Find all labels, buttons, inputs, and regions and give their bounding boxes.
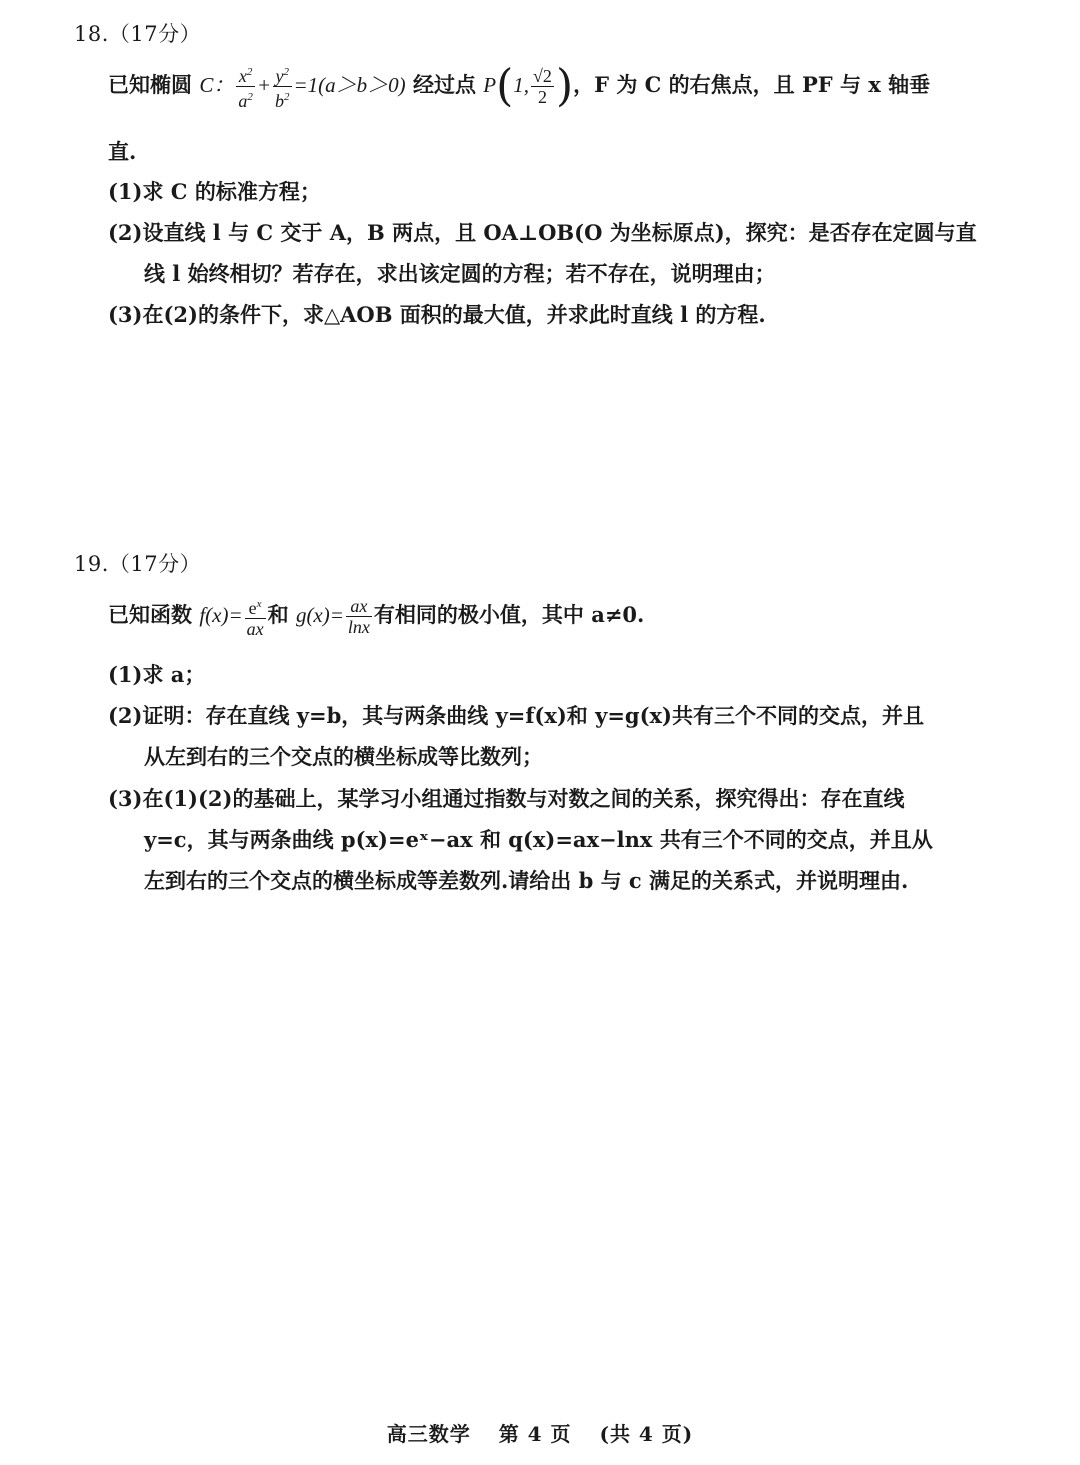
q19-part3-line2: y=c，其与两条曲线 p(x)=eˣ−ax 和 q(x)=ax−lnx 共有三个不同的交点，并且从 bbox=[144, 827, 933, 852]
q19-part2-line2: 从左到右的三个交点的横坐标成等比数列； bbox=[144, 744, 543, 769]
f-definition: f(x)= bbox=[199, 603, 243, 627]
q19-part1: (1)求 a； bbox=[108, 662, 206, 687]
q18-part1: (1)求 C 的标准方程； bbox=[108, 179, 321, 204]
q19-intro-text-b: 有相同的极小值，其中 a≠0. bbox=[373, 602, 645, 627]
q19-and: 和 bbox=[267, 602, 289, 627]
page-footer bbox=[0, 1418, 1080, 1447]
footer-total-pages: (共 4 页) bbox=[599, 1422, 694, 1446]
q18-heading: 18.（17分） bbox=[74, 22, 202, 46]
q18-intro-line: 已知椭圆 C： $\frac{x^2}{a^2}$ + $\frac{y^2}{b^2}$ =1(a＞b＞0) 经过点 P(1, $\frac{√2}{2}$ )，F 为 C 的右焦点，且 PF 与 x 轴垂 bbox=[108, 60, 931, 112]
q19-part3-line1: (3)在(1)(2)的基础上，某学习小组通过指数与对数之间的关系，探究得出：存在直线 bbox=[108, 786, 905, 811]
q19-intro-text: 已知函数 bbox=[108, 602, 192, 627]
q18-part3: (3)在(2)的条件下，求△AOB 面积的最大值，并求此时直线 l 的方程. bbox=[108, 302, 766, 327]
point-p-label: P bbox=[483, 73, 497, 97]
q18-intro-text: 已知椭圆 bbox=[108, 72, 192, 97]
q19-heading: 19.（17分） bbox=[74, 552, 202, 576]
g-definition: g(x)= bbox=[295, 603, 344, 627]
q18-intro-cont: 直. bbox=[108, 139, 137, 164]
q19-intro-line bbox=[108, 594, 644, 639]
fraction-sqrt2-over-2: $\frac{√2}{2}$ bbox=[533, 66, 552, 107]
ellipse-label: C： bbox=[199, 73, 235, 97]
fraction-x2-a2: $\frac{x^2}{a^2}$ bbox=[236, 62, 255, 111]
ellipse-equation-tail: =1(a＞b＞0) bbox=[293, 73, 406, 97]
point-p-x: 1, bbox=[513, 73, 530, 97]
footer-subject: 高三数学 bbox=[386, 1422, 471, 1446]
q19-part3-line3: 左到右的三个交点的横坐标成等差数列.请给出 b 与 c 满足的关系式，并说明理由. bbox=[144, 868, 909, 893]
q18-part2-line1: (2)设直线 l 与 C 交于 A，B 两点，且 OA⊥OB(O 为坐标原点)，探究：是否存在定圆与直 bbox=[108, 220, 977, 245]
q19-part2-line1: (2)证明：存在直线 y=b，其与两条曲线 y=f(x)和 y=g(x)共有三个不同的交点，并且 bbox=[108, 703, 924, 728]
fraction-ax-over-lnx: $\frac{ax}{\ln x}$ bbox=[347, 596, 370, 637]
fraction-ex-over-ax: $\frac{e^x}{ax}$ bbox=[245, 594, 266, 639]
fraction-y2-b2: $\frac{y^2}{b^2}$ bbox=[273, 62, 292, 111]
footer-page-number: 第 4 页 bbox=[498, 1422, 572, 1446]
q18-intro-text-c: ，F 为 C 的右焦点，且 PF 与 x 轴垂 bbox=[573, 72, 931, 97]
q18-intro-text-b: 经过点 bbox=[412, 72, 476, 97]
q18-part2-line2: 线 l 始终相切？若存在，求出该定圆的方程；若不存在，说明理由； bbox=[144, 261, 776, 286]
